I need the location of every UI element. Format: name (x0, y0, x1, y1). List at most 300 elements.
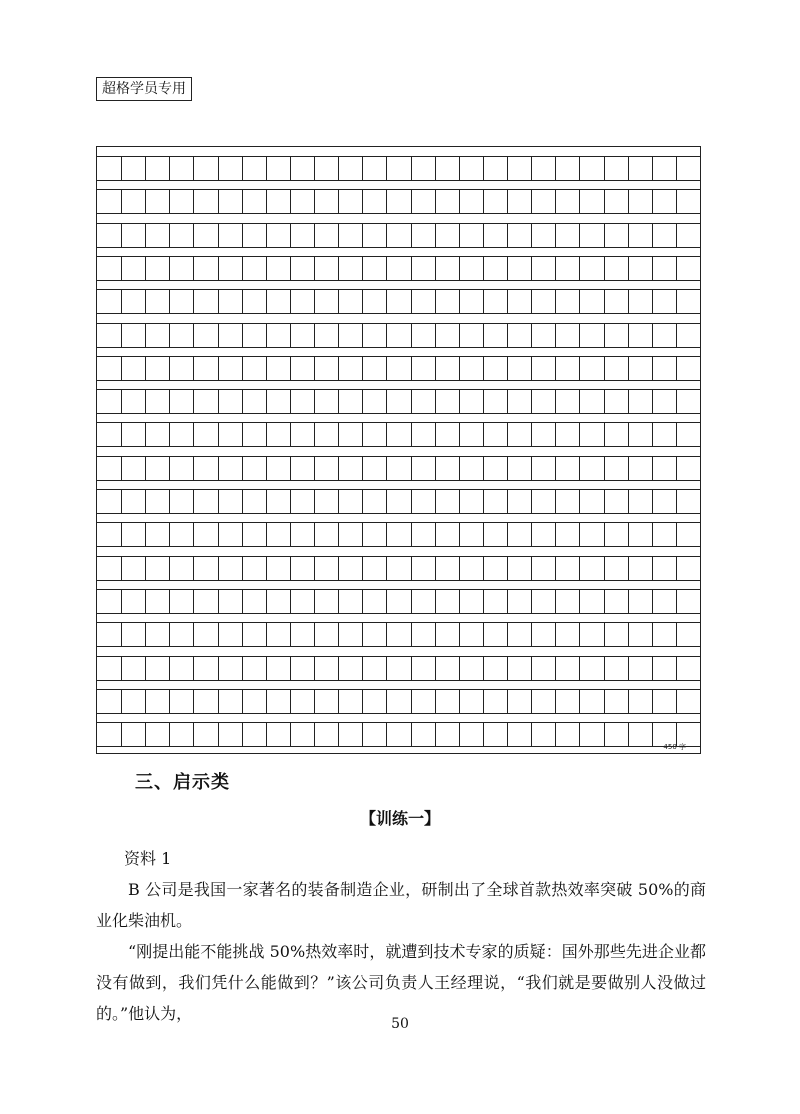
grid-cell-divider (652, 490, 653, 513)
grid-cell-divider (386, 623, 387, 646)
grid-cell-divider (290, 423, 291, 446)
grid-cell-divider (121, 224, 122, 247)
grid-cell-divider (459, 423, 460, 446)
grid-cell-divider (314, 324, 315, 347)
grid-cell-divider (169, 190, 170, 213)
grid-cell-divider (218, 657, 219, 680)
grid-cell-divider (169, 623, 170, 646)
grid-cell-divider (531, 490, 532, 513)
grid-cell-divider (193, 157, 194, 180)
grid-cell-divider (411, 357, 412, 380)
grid-cell-divider (604, 623, 605, 646)
grid-cell-divider (242, 257, 243, 280)
student-only-stamp: 超格学员专用 (96, 77, 192, 101)
grid-cell-divider (266, 490, 267, 513)
grid-cell-divider (531, 324, 532, 347)
grid-cell-divider (338, 290, 339, 313)
grid-cell-divider (169, 257, 170, 280)
grid-cell-divider (145, 690, 146, 713)
grid-cell-divider (555, 557, 556, 580)
grid-cell-divider (628, 357, 629, 380)
grid-cell-divider (121, 457, 122, 480)
grid-cell-divider (459, 257, 460, 280)
grid-cell-divider (531, 190, 532, 213)
grid-cell-divider (604, 423, 605, 446)
grid-cell-divider (218, 157, 219, 180)
grid-cell-divider (145, 190, 146, 213)
grid-cell-divider (121, 157, 122, 180)
grid-cell-divider (459, 523, 460, 546)
grid-cell-divider (411, 623, 412, 646)
grid-cell-divider (242, 390, 243, 413)
grid-row (97, 189, 700, 214)
grid-cell-divider (145, 357, 146, 380)
grid-cell-divider (266, 224, 267, 247)
grid-cell-divider (435, 324, 436, 347)
grid-cell-divider (218, 257, 219, 280)
grid-cell-divider (266, 690, 267, 713)
grid-cell-divider (218, 490, 219, 513)
grid-cell-divider (507, 723, 508, 746)
grid-cell-divider (386, 290, 387, 313)
grid-cell-divider (459, 324, 460, 347)
grid-cell-divider (242, 423, 243, 446)
grid-cell-divider (531, 224, 532, 247)
grid-cell-divider (290, 490, 291, 513)
grid-cell-divider (459, 657, 460, 680)
grid-cell-divider (507, 357, 508, 380)
grid-cell-divider (242, 190, 243, 213)
grid-cell-divider (555, 457, 556, 480)
grid-cell-divider (507, 257, 508, 280)
grid-cell-divider (459, 723, 460, 746)
grid-cell-divider (145, 457, 146, 480)
grid-cell-divider (290, 457, 291, 480)
grid-cell-divider (386, 490, 387, 513)
grid-cell-divider (579, 557, 580, 580)
grid-cell-divider (555, 157, 556, 180)
grid-cell-divider (579, 157, 580, 180)
grid-cell-divider (266, 324, 267, 347)
grid-cell-divider (628, 390, 629, 413)
grid-cell-divider (459, 290, 460, 313)
grid-cell-divider (531, 657, 532, 680)
grid-cell-divider (628, 290, 629, 313)
grid-cell-divider (483, 557, 484, 580)
grid-cell-divider (411, 723, 412, 746)
grid-cell-divider (579, 257, 580, 280)
grid-cell-divider (483, 324, 484, 347)
grid-cell-divider (362, 290, 363, 313)
grid-cell-divider (483, 723, 484, 746)
grid-cell-divider (435, 723, 436, 746)
grid-cell-divider (459, 690, 460, 713)
grid-cell-divider (314, 557, 315, 580)
grid-cell-divider (411, 190, 412, 213)
grid-cell-divider (338, 557, 339, 580)
grid-cell-divider (483, 657, 484, 680)
grid-cell-divider (362, 690, 363, 713)
grid-cell-divider (459, 590, 460, 613)
grid-cell-divider (652, 590, 653, 613)
grid-cell-divider (314, 257, 315, 280)
grid-cell-divider (676, 290, 677, 313)
grid-cell-divider (362, 490, 363, 513)
grid-row (97, 689, 700, 714)
grid-cell-divider (193, 457, 194, 480)
grid-cell-divider (362, 357, 363, 380)
exercise-heading: 【训练一】 (359, 809, 440, 828)
grid-cell-divider (338, 690, 339, 713)
grid-cell-divider (483, 523, 484, 546)
grid-cell-divider (145, 224, 146, 247)
grid-cell-divider (483, 157, 484, 180)
grid-cell-divider (579, 690, 580, 713)
grid-cell-divider (604, 290, 605, 313)
grid-cell-divider (555, 290, 556, 313)
grid-cell-divider (652, 690, 653, 713)
grid-cell-divider (290, 390, 291, 413)
grid-cell-divider (169, 290, 170, 313)
grid-cell-divider (314, 523, 315, 546)
grid-cell-divider (338, 224, 339, 247)
grid-cell-divider (579, 290, 580, 313)
grid-cell-divider (145, 390, 146, 413)
grid-cell-divider (193, 490, 194, 513)
grid-cell-divider (459, 190, 460, 213)
grid-cell-divider (579, 590, 580, 613)
grid-cell-divider (676, 590, 677, 613)
grid-cell-divider (483, 190, 484, 213)
grid-cell-divider (507, 623, 508, 646)
grid-cell-divider (676, 357, 677, 380)
grid-cell-divider (386, 557, 387, 580)
grid-cell-divider (555, 623, 556, 646)
grid-cell-divider (362, 157, 363, 180)
grid-cell-divider (218, 390, 219, 413)
grid-cell-divider (386, 590, 387, 613)
grid-cell-divider (652, 357, 653, 380)
grid-cell-divider (290, 623, 291, 646)
grid-cell-divider (362, 590, 363, 613)
grid-cell-divider (169, 523, 170, 546)
grid-cell-divider (555, 723, 556, 746)
grid-cell-divider (386, 190, 387, 213)
grid-cell-divider (435, 590, 436, 613)
grid-cell-divider (555, 490, 556, 513)
grid-cell-divider (435, 290, 436, 313)
grid-cell-divider (435, 157, 436, 180)
grid-cell-divider (242, 490, 243, 513)
grid-cell-divider (362, 557, 363, 580)
grid-cell-divider (483, 224, 484, 247)
grid-cell-divider (555, 324, 556, 347)
grid-cell-divider (676, 190, 677, 213)
grid-cell-divider (290, 157, 291, 180)
grid-cell-divider (579, 723, 580, 746)
grid-cell-divider (652, 157, 653, 180)
grid-cell-divider (266, 623, 267, 646)
grid-cell-divider (459, 224, 460, 247)
grid-cell-divider (242, 590, 243, 613)
grid-cell-divider (411, 257, 412, 280)
grid-cell-divider (507, 290, 508, 313)
grid-cell-divider (652, 224, 653, 247)
grid-cell-divider (193, 723, 194, 746)
grid-cell-divider (676, 157, 677, 180)
grid-cell-divider (411, 590, 412, 613)
grid-row (97, 622, 700, 647)
grid-cell-divider (121, 190, 122, 213)
grid-cell-divider (483, 490, 484, 513)
grid-cell-divider (266, 657, 267, 680)
grid-row (97, 389, 700, 414)
grid-cell-divider (121, 324, 122, 347)
grid-cell-divider (193, 423, 194, 446)
grid-cell-divider (628, 190, 629, 213)
grid-cell-divider (676, 690, 677, 713)
grid-cell-divider (604, 390, 605, 413)
grid-cell-divider (169, 390, 170, 413)
grid-cell-divider (459, 557, 460, 580)
grid-cell-divider (555, 423, 556, 446)
grid-cell-divider (676, 557, 677, 580)
grid-cell-divider (459, 457, 460, 480)
grid-cell-divider (628, 590, 629, 613)
grid-cell-divider (314, 723, 315, 746)
grid-cell-divider (290, 290, 291, 313)
grid-cell-divider (459, 390, 460, 413)
grid-cell-divider (579, 490, 580, 513)
grid-cell-divider (338, 457, 339, 480)
grid-cell-divider (628, 157, 629, 180)
grid-cell-divider (121, 423, 122, 446)
grid-cell-divider (531, 290, 532, 313)
grid-cell-divider (483, 357, 484, 380)
grid-cell-divider (676, 224, 677, 247)
grid-cell-divider (555, 657, 556, 680)
grid-cell-divider (604, 523, 605, 546)
grid-cell-divider (338, 324, 339, 347)
grid-cell-divider (628, 723, 629, 746)
grid-cell-divider (652, 723, 653, 746)
grid-cell-divider (242, 357, 243, 380)
grid-cell-divider (386, 224, 387, 247)
grid-cell-divider (145, 523, 146, 546)
grid-cell-divider (145, 423, 146, 446)
grid-row (97, 156, 700, 181)
grid-cell-divider (314, 423, 315, 446)
grid-cell-divider (531, 557, 532, 580)
section-heading: 三、启示类 (135, 772, 230, 793)
grid-cell-divider (435, 523, 436, 546)
grid-cell-divider (362, 723, 363, 746)
grid-cell-divider (386, 690, 387, 713)
grid-cell-divider (290, 557, 291, 580)
grid-cell-divider (676, 390, 677, 413)
grid-cell-divider (145, 623, 146, 646)
grid-cell-divider (121, 390, 122, 413)
grid-cell-divider (193, 390, 194, 413)
grid-cell-divider (242, 457, 243, 480)
grid-cell-divider (604, 557, 605, 580)
grid-cell-divider (676, 623, 677, 646)
grid-cell-divider (242, 523, 243, 546)
grid-cell-divider (218, 590, 219, 613)
grid-cell-divider (290, 357, 291, 380)
grid-cell-divider (411, 457, 412, 480)
grid-cell-divider (483, 690, 484, 713)
grid-cell-divider (242, 557, 243, 580)
grid-cell-divider (290, 224, 291, 247)
grid-cell-divider (169, 690, 170, 713)
grid-cell-divider (531, 390, 532, 413)
grid-cell-divider (145, 490, 146, 513)
grid-cell-divider (531, 590, 532, 613)
grid-cell-divider (145, 290, 146, 313)
grid-cell-divider (314, 290, 315, 313)
grid-cell-divider (386, 324, 387, 347)
grid-cell-divider (193, 557, 194, 580)
grid-cell-divider (411, 423, 412, 446)
grid-cell-divider (338, 623, 339, 646)
grid-cell-divider (266, 590, 267, 613)
grid-cell-divider (628, 657, 629, 680)
grid-cell-divider (604, 190, 605, 213)
grid-cell-divider (483, 623, 484, 646)
grid-cell-divider (314, 590, 315, 613)
grid-cell-divider (411, 290, 412, 313)
grid-cell-divider (676, 523, 677, 546)
grid-cell-divider (652, 457, 653, 480)
word-count-label: 450 字 (663, 743, 686, 751)
grid-cell-divider (604, 157, 605, 180)
grid-cell-divider (604, 657, 605, 680)
material-label: 资料 1 (124, 849, 172, 868)
grid-cell-divider (193, 290, 194, 313)
grid-cell-divider (169, 324, 170, 347)
grid-cell-divider (411, 557, 412, 580)
grid-cell-divider (531, 157, 532, 180)
grid-cell-divider (314, 390, 315, 413)
grid-cell-divider (362, 224, 363, 247)
grid-cell-divider (507, 657, 508, 680)
grid-cell-divider (435, 557, 436, 580)
grid-cell-divider (435, 623, 436, 646)
grid-row (97, 456, 700, 481)
grid-cell-divider (531, 723, 532, 746)
grid-cell-divider (507, 157, 508, 180)
grid-cell-divider (604, 590, 605, 613)
grid-cell-divider (314, 690, 315, 713)
grid-cell-divider (435, 357, 436, 380)
grid-cell-divider (652, 523, 653, 546)
grid-cell-divider (169, 723, 170, 746)
grid-cell-divider (628, 423, 629, 446)
grid-cell-divider (314, 623, 315, 646)
grid-row (97, 556, 700, 581)
grid-row (97, 289, 700, 314)
grid-cell-divider (555, 357, 556, 380)
grid-cell-divider (628, 557, 629, 580)
grid-cell-divider (121, 257, 122, 280)
grid-cell-divider (652, 290, 653, 313)
grid-cell-divider (579, 657, 580, 680)
grid-cell-divider (507, 457, 508, 480)
grid-cell-divider (362, 324, 363, 347)
grid-cell-divider (676, 457, 677, 480)
grid-row (97, 223, 700, 248)
grid-cell-divider (604, 324, 605, 347)
grid-cell-divider (338, 590, 339, 613)
grid-cell-divider (628, 490, 629, 513)
grid-cell-divider (459, 357, 460, 380)
grid-cell-divider (290, 190, 291, 213)
grid-cell-divider (362, 457, 363, 480)
grid-cell-divider (628, 224, 629, 247)
grid-cell-divider (604, 357, 605, 380)
grid-cell-divider (507, 490, 508, 513)
composition-grid (96, 146, 701, 754)
grid-cell-divider (507, 423, 508, 446)
grid-cell-divider (314, 657, 315, 680)
grid-cell-divider (338, 523, 339, 546)
grid-cell-divider (483, 457, 484, 480)
grid-cell-divider (604, 723, 605, 746)
grid-cell-divider (193, 357, 194, 380)
grid-cell-divider (459, 490, 460, 513)
grid-cell-divider (242, 690, 243, 713)
grid-cell-divider (314, 190, 315, 213)
grid-cell-divider (411, 490, 412, 513)
grid-cell-divider (507, 557, 508, 580)
grid-cell-divider (338, 657, 339, 680)
grid-cell-divider (218, 523, 219, 546)
grid-row (97, 722, 700, 747)
grid-cell-divider (362, 257, 363, 280)
page-number: 50 (391, 1016, 409, 1032)
grid-cell-divider (676, 490, 677, 513)
grid-cell-divider (193, 590, 194, 613)
grid-cell-divider (435, 190, 436, 213)
grid-cell-divider (604, 224, 605, 247)
grid-cell-divider (121, 357, 122, 380)
grid-cell-divider (483, 290, 484, 313)
grid-cell-divider (507, 590, 508, 613)
grid-cell-divider (169, 357, 170, 380)
grid-cell-divider (290, 324, 291, 347)
grid-cell-divider (218, 423, 219, 446)
grid-cell-divider (242, 657, 243, 680)
grid-cell-divider (579, 324, 580, 347)
grid-cell-divider (338, 257, 339, 280)
grid-cell-divider (290, 690, 291, 713)
grid-cell-divider (411, 657, 412, 680)
grid-cell-divider (362, 390, 363, 413)
grid-cell-divider (555, 390, 556, 413)
grid-cell-divider (218, 190, 219, 213)
grid-cell-divider (218, 623, 219, 646)
grid-cell-divider (386, 423, 387, 446)
grid-cell-divider (555, 690, 556, 713)
grid-cell-divider (676, 257, 677, 280)
grid-cell-divider (338, 390, 339, 413)
grid-cell-divider (242, 324, 243, 347)
grid-cell-divider (218, 690, 219, 713)
material-paragraph: “刚提出能不能挑战 50%热效率时，就遭到技术专家的质疑：国外那些先进企业都没有做到，我们凭什么能做到？”该公司负责人王经理说，“我们就是要做别人没做过的。”他认为， (96, 942, 706, 1023)
grid-cell-divider (338, 490, 339, 513)
grid-cell-divider (121, 523, 122, 546)
